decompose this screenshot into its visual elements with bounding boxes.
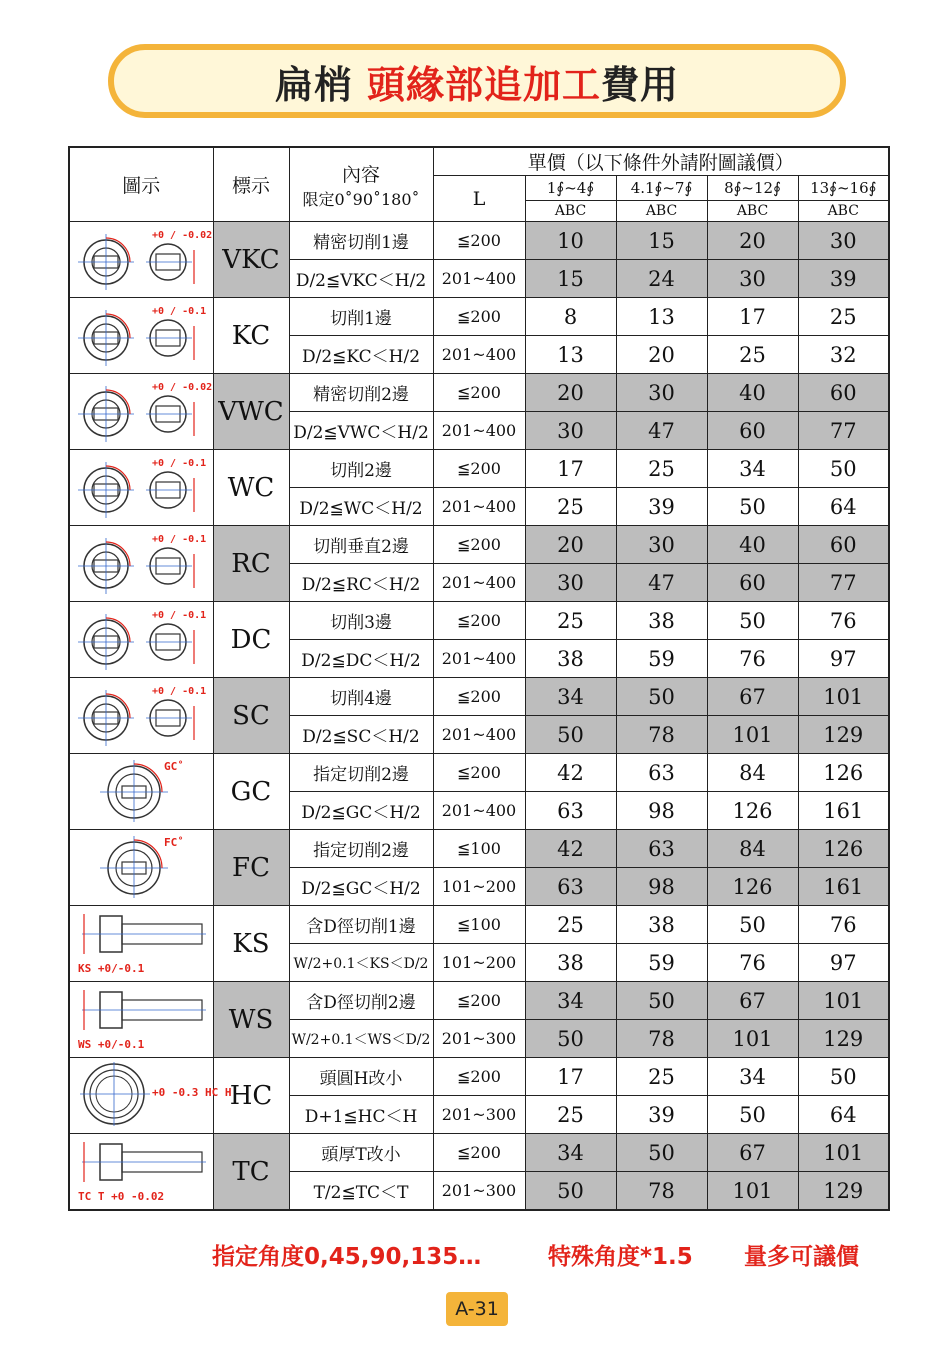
pin-diagram-icon <box>72 305 210 372</box>
row-price2-b: 78 <box>616 1172 707 1211</box>
row-price1-b: 38 <box>616 602 707 640</box>
table-row <box>69 1134 889 1172</box>
row-desc1: 指定切削2邊 <box>289 754 433 792</box>
pin-diagram-icon <box>72 1037 210 1056</box>
header-grade-1: ABC <box>525 201 616 222</box>
row-price1-a: 8 <box>525 298 616 336</box>
diagram-cell <box>69 526 213 602</box>
row-price1-d: 126 <box>798 754 889 792</box>
row-desc2: T/2≦TC＜T <box>289 1172 433 1211</box>
row-code: WS <box>213 982 289 1058</box>
header-diagram: 圖示 <box>69 147 213 222</box>
table-row <box>69 1058 889 1096</box>
row-code: GC <box>213 754 289 830</box>
row-price2-b: 59 <box>616 640 707 678</box>
row-price1-a: 42 <box>525 754 616 792</box>
row-price1-a: 25 <box>525 906 616 944</box>
row-price1-d: 60 <box>798 374 889 412</box>
row-desc1: 指定切削2邊 <box>289 830 433 868</box>
row-price1-d: 126 <box>798 830 889 868</box>
pin-diagram-icon <box>72 229 213 296</box>
row-desc1: 精密切削2邊 <box>289 374 433 412</box>
table-row <box>69 526 889 564</box>
row-length1: ≦200 <box>433 298 525 336</box>
row-length1: ≦200 <box>433 1058 525 1096</box>
row-desc1: 切削垂直2邊 <box>289 526 433 564</box>
row-code: VKC <box>213 222 289 298</box>
row-length1: ≦200 <box>433 374 525 412</box>
row-length1: ≦100 <box>433 830 525 868</box>
row-code: WC <box>213 450 289 526</box>
row-price1-d: 101 <box>798 1134 889 1172</box>
row-desc2: W/2+0.1＜WS＜D/2 <box>289 1020 433 1058</box>
row-code: TC <box>213 1134 289 1211</box>
row-price1-a: 25 <box>525 602 616 640</box>
row-code: VWC <box>213 374 289 450</box>
row-code: RC <box>213 526 289 602</box>
diagram-cell <box>69 754 213 830</box>
diagram-cell <box>69 1058 232 1134</box>
row-length2: 201~400 <box>433 564 525 602</box>
row-length1: ≦200 <box>433 222 525 260</box>
diagram-cell <box>69 222 213 298</box>
row-price2-d: 64 <box>798 488 889 526</box>
header-range-1: 1∮~4∮ <box>525 176 616 201</box>
row-price1-d: 76 <box>798 906 889 944</box>
row-desc1: 頭圓H改小 <box>289 1058 433 1096</box>
row-price2-c: 50 <box>707 1096 798 1134</box>
price-table <box>68 146 890 1211</box>
table-row <box>69 830 889 868</box>
header-range-3: 8∮~12∮ <box>707 176 798 201</box>
row-price1-b: 13 <box>616 298 707 336</box>
header-content-line2: 限定0˚90˚180˚ <box>302 189 420 209</box>
row-price2-b: 78 <box>616 716 707 754</box>
pin-diagram-icon <box>72 457 210 524</box>
row-price1-a: 17 <box>525 1058 616 1096</box>
row-desc1: 頭厚T改小 <box>289 1134 433 1172</box>
diagram-tolerance: +0 / -0.1 <box>152 533 207 545</box>
row-price2-c: 126 <box>707 868 798 906</box>
row-price2-d: 129 <box>798 1172 889 1211</box>
row-price2-c: 101 <box>707 1172 798 1211</box>
row-price2-c: 30 <box>707 260 798 298</box>
row-price1-a: 17 <box>525 450 616 488</box>
row-length1: ≦200 <box>433 982 525 1020</box>
table-row <box>69 906 889 944</box>
diagram-tolerance: +0 / -0.02 <box>152 229 213 241</box>
row-desc1: 切削4邊 <box>289 678 433 716</box>
row-code: SC <box>213 678 289 754</box>
row-price2-d: 129 <box>798 716 889 754</box>
header-unit-price: 單價（以下條件外請附圖議價） <box>433 147 889 176</box>
row-price2-d: 161 <box>798 792 889 830</box>
footer-note-volume: 量多可議價 <box>744 1244 859 1270</box>
diagram-cell <box>69 450 213 526</box>
row-price1-b: 25 <box>616 1058 707 1096</box>
row-desc2: W/2+0.1＜KS＜D/2 <box>289 944 433 982</box>
row-price1-b: 25 <box>616 450 707 488</box>
header-content <box>289 147 433 222</box>
pin-diagram-icon <box>72 961 210 980</box>
row-price1-c: 17 <box>707 298 798 336</box>
row-price2-b: 98 <box>616 868 707 906</box>
header-content-line1: 內容 <box>341 163 380 186</box>
row-length1: ≦200 <box>433 754 525 792</box>
row-desc2: D/2≦RC＜H/2 <box>289 564 433 602</box>
row-price1-a: 34 <box>525 982 616 1020</box>
row-price2-d: 97 <box>798 944 889 982</box>
row-price2-b: 24 <box>616 260 707 298</box>
row-price2-a: 50 <box>525 1020 616 1058</box>
diagram-cell <box>69 982 213 1058</box>
diagram-cell <box>69 298 213 374</box>
row-length1: ≦200 <box>433 526 525 564</box>
row-length2: 201~400 <box>433 640 525 678</box>
row-price2-a: 50 <box>525 716 616 754</box>
row-price2-a: 50 <box>525 1172 616 1211</box>
row-length2: 201~300 <box>433 1020 525 1058</box>
row-price1-b: 15 <box>616 222 707 260</box>
diagram-tolerance: +0 / -0.1 <box>152 685 207 697</box>
row-price2-c: 50 <box>707 488 798 526</box>
row-price1-c: 50 <box>707 906 798 944</box>
row-price2-b: 39 <box>616 1096 707 1134</box>
row-price2-d: 32 <box>798 336 889 374</box>
diagram-cell <box>69 374 213 450</box>
title-part3: 費用 <box>601 62 680 107</box>
row-price2-b: 47 <box>616 564 707 602</box>
row-price1-d: 50 <box>798 450 889 488</box>
pin-diagram-icon <box>72 609 210 676</box>
row-price2-d: 161 <box>798 868 889 906</box>
row-price2-a: 15 <box>525 260 616 298</box>
row-desc2: D/2≦KC＜H/2 <box>289 336 433 374</box>
row-price1-a: 10 <box>525 222 616 260</box>
row-length2: 201~300 <box>433 1096 525 1134</box>
row-price1-a: 20 <box>525 374 616 412</box>
row-price2-d: 77 <box>798 412 889 450</box>
row-desc2: D/2≦VWC＜H/2 <box>289 412 433 450</box>
row-price2-c: 76 <box>707 944 798 982</box>
row-length2: 201~300 <box>433 1172 525 1211</box>
row-price2-a: 30 <box>525 412 616 450</box>
row-price1-c: 50 <box>707 602 798 640</box>
pin-diagram-icon <box>72 835 210 904</box>
row-price1-d: 101 <box>798 678 889 716</box>
row-price2-d: 129 <box>798 1020 889 1058</box>
row-price1-a: 34 <box>525 1134 616 1172</box>
pin-diagram-icon <box>72 685 210 752</box>
row-price1-c: 40 <box>707 526 798 564</box>
title-banner <box>108 44 846 118</box>
row-price1-b: 30 <box>616 374 707 412</box>
row-price1-c: 84 <box>707 830 798 868</box>
row-length1: ≦100 <box>433 906 525 944</box>
row-desc1: 切削1邊 <box>289 298 433 336</box>
row-price1-d: 101 <box>798 982 889 1020</box>
table-row <box>69 602 889 640</box>
row-price1-a: 34 <box>525 678 616 716</box>
row-price1-d: 30 <box>798 222 889 260</box>
diagram-cell <box>69 906 213 982</box>
row-price2-c: 101 <box>707 716 798 754</box>
row-price2-a: 25 <box>525 1096 616 1134</box>
row-price2-b: 59 <box>616 944 707 982</box>
row-desc2: D/2≦GC＜H/2 <box>289 792 433 830</box>
table-row <box>69 678 889 716</box>
pin-diagram-icon <box>72 759 210 828</box>
diagram-tolerance: WS +0/-0.1 <box>78 1037 145 1051</box>
row-desc2: D/2≦VKC＜H/2 <box>289 260 433 298</box>
row-length2: 201~400 <box>433 336 525 374</box>
row-price2-b: 20 <box>616 336 707 374</box>
page-number: A-31 <box>446 1292 508 1326</box>
header-grade-2: ABC <box>616 201 707 222</box>
row-price1-b: 50 <box>616 1134 707 1172</box>
diagram-tolerance: +0 / -0.1 <box>152 609 207 621</box>
row-length1: ≦200 <box>433 678 525 716</box>
table-row <box>69 450 889 488</box>
row-length2: 101~200 <box>433 944 525 982</box>
row-length1: ≦200 <box>433 450 525 488</box>
row-code: DC <box>213 602 289 678</box>
header-range-4: 13∮~16∮ <box>798 176 889 201</box>
row-price1-a: 20 <box>525 526 616 564</box>
row-price2-a: 38 <box>525 640 616 678</box>
row-price1-c: 84 <box>707 754 798 792</box>
row-code: KC <box>213 298 289 374</box>
row-length2: 201~400 <box>433 412 525 450</box>
pin-diagram-icon <box>72 533 210 600</box>
table-row <box>69 222 889 260</box>
row-desc1: 含D徑切削2邊 <box>289 982 433 1020</box>
row-price1-b: 38 <box>616 906 707 944</box>
row-desc1: 切削2邊 <box>289 450 433 488</box>
header-mark: 標示 <box>213 147 289 222</box>
row-price2-d: 64 <box>798 1096 889 1134</box>
row-price1-d: 50 <box>798 1058 889 1096</box>
row-code: FC <box>213 830 289 906</box>
title-part1: 扁梢 <box>274 62 353 107</box>
row-price2-b: 39 <box>616 488 707 526</box>
title-part2: 頭緣部追加工 <box>366 62 601 107</box>
row-length1: ≦200 <box>433 1134 525 1172</box>
row-price2-a: 25 <box>525 488 616 526</box>
row-desc2: D/2≦GC＜H/2 <box>289 868 433 906</box>
row-price1-d: 60 <box>798 526 889 564</box>
row-price1-c: 67 <box>707 982 798 1020</box>
diagram-tolerance: +0 / -0.1 <box>152 305 207 317</box>
diagram-tolerance: GC˚ <box>164 759 185 773</box>
row-price1-d: 76 <box>798 602 889 640</box>
row-desc2: D+1≦HC＜H <box>289 1096 433 1134</box>
diagram-tolerance: +0 / -0.1 <box>152 457 207 469</box>
table-row <box>69 982 889 1020</box>
diagram-tolerance: +0 / -0.02 <box>152 381 213 393</box>
row-price1-b: 30 <box>616 526 707 564</box>
header-range-2: 4.1∮~7∮ <box>616 176 707 201</box>
pin-diagram-icon <box>72 381 213 448</box>
header-length: L <box>433 176 525 222</box>
row-price1-c: 67 <box>707 1134 798 1172</box>
diagram-cell <box>69 830 213 906</box>
diagram-tolerance: TC T +0 -0.02 <box>78 1189 165 1203</box>
row-price2-a: 63 <box>525 792 616 830</box>
row-length2: 201~400 <box>433 260 525 298</box>
table-row <box>69 298 889 336</box>
diagram-tolerance: FC˚ <box>164 835 185 849</box>
row-code: KS <box>213 906 289 982</box>
row-price2-c: 60 <box>707 412 798 450</box>
row-price2-d: 97 <box>798 640 889 678</box>
row-price2-b: 47 <box>616 412 707 450</box>
diagram-tolerance: +0 -0.3 HC H <box>152 1085 232 1099</box>
row-price2-a: 30 <box>525 564 616 602</box>
pin-diagram-icon <box>72 1085 232 1132</box>
row-desc1: 精密切削1邊 <box>289 222 433 260</box>
row-price2-a: 38 <box>525 944 616 982</box>
diagram-tolerance: KS +0/-0.1 <box>78 961 145 975</box>
row-price2-b: 98 <box>616 792 707 830</box>
row-price1-b: 63 <box>616 830 707 868</box>
row-price1-c: 40 <box>707 374 798 412</box>
diagram-cell <box>69 1134 213 1211</box>
pin-diagram-icon <box>72 1189 210 1208</box>
table-row <box>69 754 889 792</box>
row-price2-c: 126 <box>707 792 798 830</box>
row-price2-c: 101 <box>707 1020 798 1058</box>
row-length1: ≦200 <box>433 602 525 640</box>
table-row <box>69 374 889 412</box>
row-price2-c: 25 <box>707 336 798 374</box>
row-length2: 101~200 <box>433 868 525 906</box>
row-price1-c: 34 <box>707 450 798 488</box>
row-price1-b: 50 <box>616 982 707 1020</box>
row-desc2: D/2≦DC＜H/2 <box>289 640 433 678</box>
row-length2: 201~400 <box>433 716 525 754</box>
diagram-cell <box>69 678 213 754</box>
row-desc2: D/2≦SC＜H/2 <box>289 716 433 754</box>
row-price2-d: 77 <box>798 564 889 602</box>
row-code: HC <box>213 1058 289 1134</box>
row-price1-b: 63 <box>616 754 707 792</box>
row-desc2: D/2≦WC＜H/2 <box>289 488 433 526</box>
row-price2-b: 78 <box>616 1020 707 1058</box>
row-price1-c: 67 <box>707 678 798 716</box>
row-price2-d: 39 <box>798 260 889 298</box>
row-price1-c: 20 <box>707 222 798 260</box>
row-price1-c: 34 <box>707 1058 798 1096</box>
row-length2: 201~400 <box>433 488 525 526</box>
row-price1-a: 42 <box>525 830 616 868</box>
row-desc1: 切削3邊 <box>289 602 433 640</box>
row-length2: 201~400 <box>433 792 525 830</box>
row-price2-c: 76 <box>707 640 798 678</box>
row-price1-d: 25 <box>798 298 889 336</box>
header-grade-3: ABC <box>707 201 798 222</box>
row-price1-b: 50 <box>616 678 707 716</box>
diagram-cell <box>69 602 213 678</box>
header-grade-4: ABC <box>798 201 889 222</box>
row-price2-c: 60 <box>707 564 798 602</box>
row-price2-a: 13 <box>525 336 616 374</box>
row-desc1: 含D徑切削1邊 <box>289 906 433 944</box>
footer-note-special: 特殊角度*1.5 <box>548 1244 693 1270</box>
row-price2-a: 63 <box>525 868 616 906</box>
footer-note-angles: 指定角度0,45,90,135… <box>212 1244 482 1270</box>
